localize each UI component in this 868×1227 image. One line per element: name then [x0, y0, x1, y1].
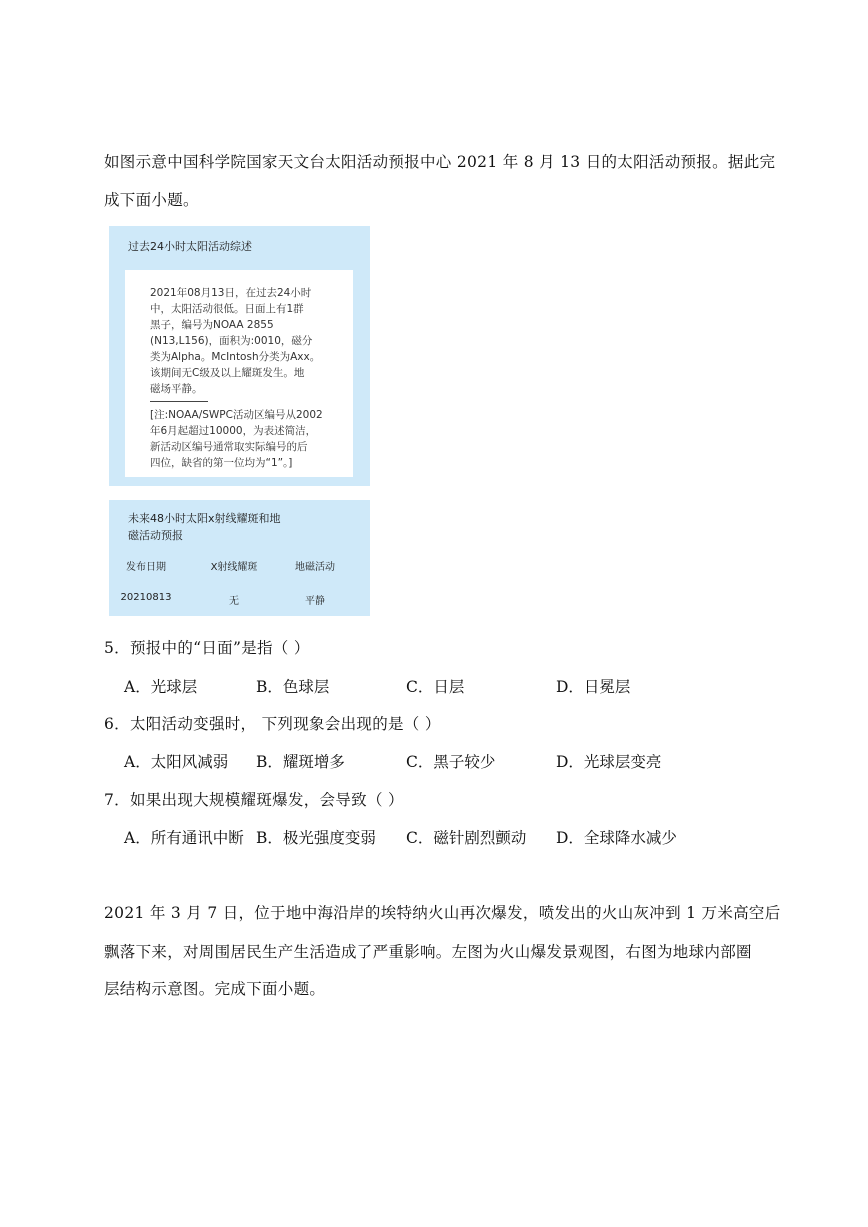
question-7-option-d[interactable]: D．全球降水减少: [556, 829, 677, 847]
intro2-paragraph-line-2: 飘落下来，对周围居民生产生活造成了严重影响。左图为火山爆发景观图，右图为地球内部圈: [104, 943, 752, 961]
summary-body-text: 2021年08月13日，在过去24小时 中，太阳活动很低。日面上有1群 黑子，编号为NOAA 2855 (N13,L156)，面积为:0010，磁分 类为Alpha。McIntosh分类为Axx。 该期间无C级及以上耀斑发生。地 磁场平静。: [150, 287, 321, 395]
forecast-cell-xray: 无: [229, 596, 239, 607]
question-7-option-a[interactable]: A．所有通讯中断: [124, 829, 244, 847]
question-6-option-c[interactable]: C．黑子较少: [406, 753, 496, 771]
forecast-panel: [109, 500, 370, 616]
question-5-option-a[interactable]: A．光球层: [124, 678, 198, 696]
summary-content-box: [125, 270, 353, 477]
forecast-cell-geomagnetic: 平静: [305, 596, 325, 607]
summary-divider: [150, 401, 208, 402]
question-7-option-c[interactable]: C．磁针剧烈颤动: [406, 829, 527, 847]
question-5-stem: 5．预报中的“日面”是指（ ）: [104, 639, 310, 657]
question-6-option-b[interactable]: B．耀斑增多: [256, 753, 345, 771]
question-6-option-d[interactable]: D．光球层变亮: [556, 753, 662, 771]
question-5-option-c[interactable]: C．日层: [406, 678, 465, 696]
question-7-option-b[interactable]: B．极光强度变弱: [256, 829, 376, 847]
question-5-option-d[interactable]: D．日冕层: [556, 678, 631, 696]
intro2-paragraph-line-3: 层结构示意图。完成下面小题。: [104, 980, 326, 998]
question-6-stem: 6．太阳活动变强时， 下列现象会出现的是（ ）: [104, 715, 441, 733]
intro2-paragraph-line-1: 2021 年 3 月 7 日，位于地中海沿岸的埃特纳火山再次爆发，喷发出的火山灰冲到 1 万米高空后: [104, 904, 781, 922]
intro-paragraph-line-2: 成下面小题。: [104, 191, 199, 209]
intro-paragraph-line-1: 如图示意中国科学院国家天文台太阳活动预报中心 2021 年 8 月 13 日的太阳活动预报。据此完: [104, 153, 776, 171]
solar-activity-summary-panel: [109, 226, 370, 486]
summary-panel-title: 过去24小时太阳活动综述: [128, 240, 252, 253]
forecast-cell-date: 20210813: [120, 592, 172, 603]
forecast-header-xray: X射线耀斑: [210, 562, 258, 573]
forecast-panel-title: 未来48小时太阳x射线耀斑和地 磁活动预报: [128, 512, 281, 542]
forecast-header-geomagnetic: 地磁活动: [295, 562, 335, 573]
question-5-option-b[interactable]: B．色球层: [256, 678, 330, 696]
question-6-option-a[interactable]: A．太阳风减弱: [124, 753, 229, 771]
forecast-header-date: 发布日期: [126, 562, 166, 573]
summary-note-text: [注:NOAA/SWPC活动区编号从2002 年6月起超过10000，为表述简洁， 新活动区编号通常取实际编号的后 四位，缺省的第一位均为“1”。]: [150, 409, 323, 469]
question-7-stem: 7．如果出现大规模耀斑爆发，会导致（ ）: [104, 791, 404, 809]
